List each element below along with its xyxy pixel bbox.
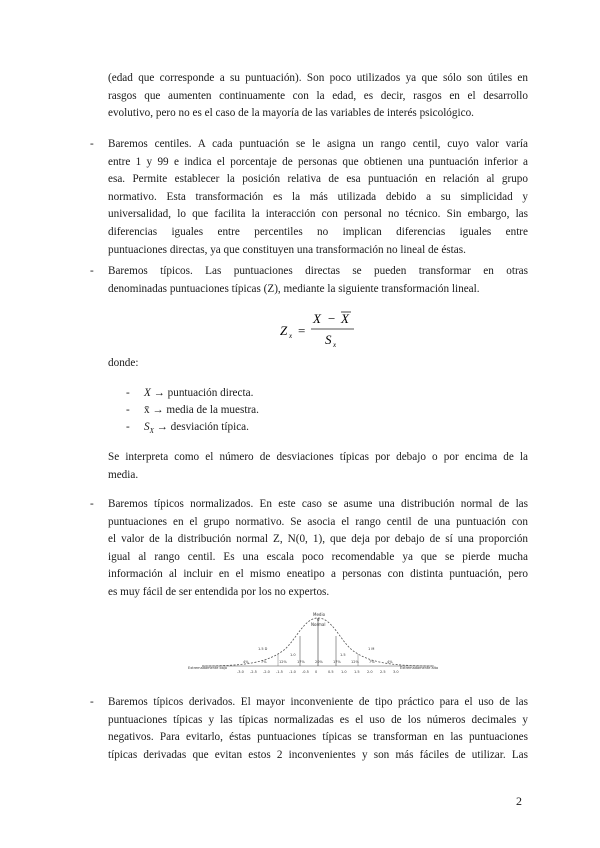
text-line: universalidad, lo que facilita la interacción con personal no técnico. Sin embargo, las xyxy=(108,208,528,221)
left-label: Extremadamente bajo xyxy=(188,666,227,670)
text-line: puntuaciones directas, ya que constituyen una transformación no lineal de éstas. xyxy=(108,243,466,256)
text-line: rasgos que aumenten continuamente con la edad, es decir, rasgos en el desarrollo xyxy=(108,89,528,102)
z-score-formula xyxy=(278,308,368,350)
axis-tick-label: 1.0 xyxy=(341,670,347,674)
normalizados-paragraph xyxy=(108,496,528,602)
item-dash: - xyxy=(126,404,130,416)
item-text: media de la muestra. xyxy=(166,404,259,416)
top-label: Medio xyxy=(313,612,326,617)
item-dash: - xyxy=(126,421,130,433)
formula-denominator: S xyxy=(325,332,332,347)
arrow-icon: → xyxy=(156,421,168,433)
centiles-paragraph xyxy=(108,136,528,259)
bullet-dash: - xyxy=(90,265,94,277)
text-line: denominadas puntuaciones típicas (Z), mediante la siguiente transformación lineal. xyxy=(108,282,480,295)
band-labels xyxy=(243,660,393,664)
bullet-dash: - xyxy=(90,138,94,150)
item-symbol: X xyxy=(144,387,151,399)
text-line: diferencias iguales entre percentiles no implican diferencias iguales entre xyxy=(108,225,528,238)
bullet-dash: - xyxy=(90,498,94,510)
text-line: es muy fácil de ser entendida por los no expertos. xyxy=(108,585,330,598)
axis-tick-label: 0 xyxy=(315,670,318,674)
text-line: igual al rango centil. Es una escala poco recomendable ya que se pierde mucha xyxy=(108,550,528,563)
axis-tick-label: 3.0 xyxy=(393,670,399,674)
text-line: esa. Permite establecer la posición relativa de esa puntuación en relación al grupo xyxy=(108,173,528,186)
axis-tick-label: -1.5 xyxy=(276,670,283,674)
right-label: Extremadamente alto xyxy=(400,666,439,670)
text-line: típicas derivadas que evitan estos 2 inconvenientes y son más fáciles de utilizar. Las xyxy=(108,748,528,761)
band-label: 7% xyxy=(369,660,375,664)
text-line: evolutivo, pero no es el caso de la mayoría de las variables de interés psicológico. xyxy=(108,107,474,120)
item-dash: - xyxy=(126,387,130,399)
formula-x: X xyxy=(313,311,321,326)
axis-tick-label: 1.5 xyxy=(354,670,360,674)
side-label: 1.5 xyxy=(340,653,346,657)
arrow-icon: → xyxy=(152,404,164,416)
text-line: Baremos típicos derivados. El mayor inconveniente de tipo práctico para el uso de las xyxy=(108,696,528,708)
formula-lhs-sub: x xyxy=(289,332,293,340)
text-line: (edad que corresponde a su puntuación). Son poco utilizados ya que sólo son útiles en xyxy=(108,72,528,84)
item-symbol-sub: X xyxy=(149,427,154,436)
item-text: puntuación directa. xyxy=(167,387,254,399)
donde-label: donde: xyxy=(108,357,139,369)
text-line: el valor de la distribución normal Z, N(0, 1), que deja por debajo de sí una proporción xyxy=(108,533,528,546)
formula-lhs: Z xyxy=(280,323,288,338)
text-line: media. xyxy=(108,468,139,481)
axis-tick-label: -3.0 xyxy=(237,670,244,674)
top-label: o xyxy=(317,617,320,622)
text-line: Se interpreta como el número de desviaciones típicas por debajo o por encima de la xyxy=(108,451,528,463)
top-label: Normal xyxy=(311,622,326,627)
text-line: Baremos centiles. A cada puntuación se le asigna un rango centil, cuyo valor varía xyxy=(108,138,528,150)
bullet-dash: - xyxy=(90,696,94,708)
axis-ticks xyxy=(237,670,399,674)
axis-tick-label: 2.5 xyxy=(380,670,386,674)
interpretation-paragraph xyxy=(108,449,528,484)
axis-tick-label: 2.0 xyxy=(367,670,373,674)
text-line: Baremos típicos. Las puntuaciones directas se pueden transformar en otras xyxy=(108,265,528,277)
item-symbol: S xyxy=(144,421,150,433)
text-line: Baremos típicos normalizados. En este caso se asume una distribución normal de las xyxy=(108,498,528,510)
band-label: 4% xyxy=(387,660,393,664)
arrow-icon: → xyxy=(153,387,165,399)
page-number: 2 xyxy=(516,794,522,808)
side-label: 1.5 D xyxy=(258,647,268,651)
band-label: 7% xyxy=(261,660,267,664)
formula-mean: X xyxy=(341,311,349,326)
derivados-paragraph xyxy=(108,694,528,764)
axis-tick-label: -1.0 xyxy=(289,670,296,674)
definition-item xyxy=(126,419,249,441)
item-text: desviación típica. xyxy=(170,421,249,433)
intro-paragraph xyxy=(108,70,528,123)
formula-denominator-sub: x xyxy=(333,341,337,349)
formula-minus: − xyxy=(328,311,336,326)
text-line: puntuaciones típicas y las típicas normalizadas es el uso de los números decimales y xyxy=(108,713,528,726)
definition-item xyxy=(126,402,259,420)
band-label: 4% xyxy=(243,660,249,664)
axis-tick-label: -2.5 xyxy=(250,670,257,674)
text-line: negativos. Para evitarlo, éstas puntuaciones típicas se transforman en las puntuaciones xyxy=(108,731,528,744)
axis-tick-label: 0.5 xyxy=(328,670,334,674)
text-line: entre 1 y 99 e indica el porcentaje de personas que obtienen una puntuación inferior a xyxy=(108,155,528,168)
text-line: información al incluir en el mismo eneatipo a personas con distinta puntuación, pero xyxy=(108,568,528,581)
band-label: 12% xyxy=(279,660,287,664)
axis-tick-label: -2.0 xyxy=(263,670,270,674)
band-label: 17% xyxy=(333,660,341,664)
side-label: 1.0 xyxy=(290,653,296,657)
formula-equals: = xyxy=(298,323,306,338)
definition-item xyxy=(126,385,253,403)
side-label: 1 M xyxy=(368,647,375,651)
band-label: 12% xyxy=(351,660,359,664)
tipicos-paragraph xyxy=(108,263,528,298)
axis-tick-label: -0.5 xyxy=(302,670,309,674)
text-line: puntuaciones en el grupo normativo. Se asocia el rango centil de una puntuación con xyxy=(108,515,528,528)
band-label: 20% xyxy=(315,660,323,664)
item-symbol: x̄ xyxy=(144,404,150,416)
text-line: normativo. Esta transformación es la más utilizada debido a su simplicidad y xyxy=(108,190,528,203)
band-label: 17% xyxy=(297,660,305,664)
normal-curve-figure xyxy=(188,610,448,682)
